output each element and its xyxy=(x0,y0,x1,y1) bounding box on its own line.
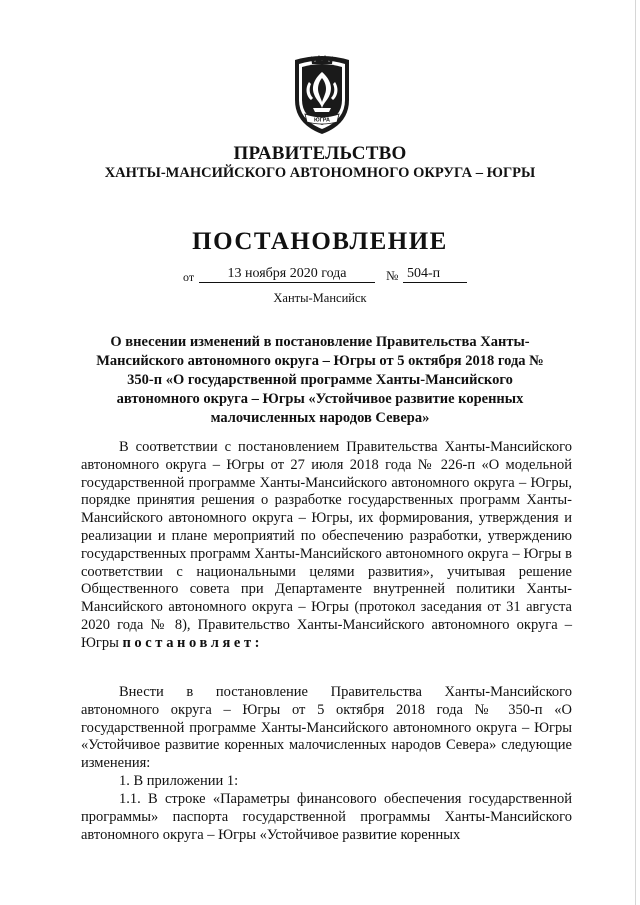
government-title: ПРАВИТЕЛЬСТВО xyxy=(233,143,407,164)
document-heading: О внесении изменений в постановление Правительства Ханты-Мансийского автономного округа – Югры от 5 октября 2018 года № 350-п «О государственной программе Ханты-Мансийского автономного округа – Югры «Устойчивое развитие коренных малочисленных народов Севера» xyxy=(96,334,544,426)
item-1-1: 1.1. В строке «Параметры финансового обеспечения государственной программы» паспорта государственной программы Ханты-Мансийского автономного округа – Югры «Устойчивое развитие коренных xyxy=(81,791,572,843)
date-number-row xyxy=(183,266,473,286)
item-1: 1. В приложении 1: xyxy=(119,773,239,789)
preamble-paragraph xyxy=(81,439,572,653)
document-date: 13 ноября 2020 года xyxy=(199,266,375,283)
document-number: 504-п xyxy=(403,266,467,283)
document-city: Ханты-Мансийск xyxy=(273,291,367,305)
resolves-word: постановляет: xyxy=(122,634,264,651)
scan-edge-divider xyxy=(635,0,636,905)
number-label: № xyxy=(386,268,399,283)
government-subtitle: ХАНТЫ-МАНСИЙСКОГО АВТОНОМНОГО ОКРУГА – ЮГРЫ xyxy=(104,165,536,181)
preamble-text: В соответствии с постановлением Правительства Ханты-Мансийского автономного округа – Югры от 27 июля 2018 года № 226-п «О модельной государственной программе Ханты-Мансийского автономного округа – Югры, порядке принятия решения о разработке государственных программ Ханты-Мансийского автономного округа – Югры, их формирования, утверждения и реализации и плане мероприятий по обеспечению разработки, утверждению государственных программ Ханты-Мансийского автономного округа – Югры в соответствии с национальными целями развития», учитывая решение Общественного совета при Департаменте внутренней политики Ханты-Мансийского автономного округа – Югры (протокол заседания от 31 августа 2020 года № 8), Правительство Ханты-Мансийского автономного округа – Югры xyxy=(81,439,572,651)
coat-of-arms-yugra-icon xyxy=(287,54,357,136)
emblem-caption: ЮГРА xyxy=(314,117,330,124)
amendment-paragraph: Внести в постановление Правительства Ханты-Мансийского автономного округа – Югры от 5 октября 2018 года № 350-п «О государственной программе Ханты-Мансийского автономного округа – Югры «Устойчивое развитие коренных малочисленных народов Севера» следующие изменения: xyxy=(81,684,572,772)
date-from-label: от xyxy=(183,270,195,284)
document-type-title: ПОСТАНОВЛЕНИЕ xyxy=(192,228,448,255)
